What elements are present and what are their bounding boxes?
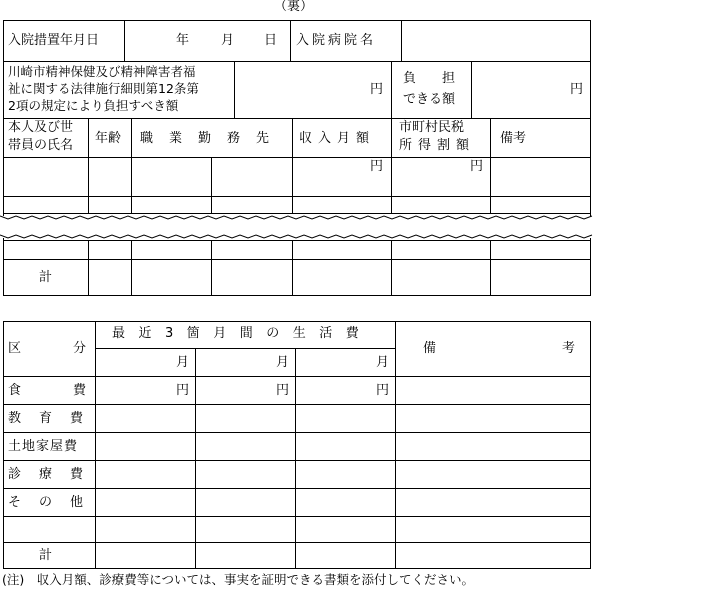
row-label-medical: 診療費 bbox=[8, 467, 102, 482]
row-label-other: その他 bbox=[8, 495, 102, 510]
admission-date-label: 入院措置年月日 bbox=[8, 33, 100, 48]
month-label-3: 月 bbox=[376, 355, 390, 370]
page-title: （裏） bbox=[274, 0, 314, 14]
footnote: (注) 収入月額、診療費等については、事実を証明できる書類を添付してください。 bbox=[2, 572, 475, 587]
table-break-wave bbox=[0, 212, 592, 244]
col-header-remarks: 備考 bbox=[500, 131, 527, 146]
income-yen-unit: 円 bbox=[370, 159, 384, 174]
table1-total-label: 計 bbox=[39, 270, 53, 285]
food-yen-1: 円 bbox=[176, 383, 190, 398]
year-label: 年 bbox=[176, 33, 190, 48]
remarks-header: 備考 bbox=[423, 341, 701, 356]
col-header-age: 年齢 bbox=[95, 131, 122, 146]
row-label-housing: 土地家屋費 bbox=[8, 439, 79, 454]
col-header-employer: 職業勤務先 bbox=[140, 131, 286, 146]
table2-total-label: 計 bbox=[39, 548, 53, 563]
hospital-label: 入院病院名 bbox=[296, 33, 377, 48]
tax-yen-unit: 円 bbox=[470, 159, 484, 174]
category-header: 区分 bbox=[8, 341, 139, 356]
food-yen-2: 円 bbox=[276, 383, 290, 398]
col-header-income: 収入月額 bbox=[299, 131, 376, 146]
living-costs-header: 最近3箇月間の生活費 bbox=[112, 326, 373, 341]
row-label-food: 食費 bbox=[8, 383, 139, 398]
row-label-education: 教育費 bbox=[8, 411, 102, 426]
day-label: 日 bbox=[264, 33, 278, 48]
capacity-yen-unit: 円 bbox=[570, 82, 584, 97]
food-yen-3: 円 bbox=[376, 383, 390, 398]
burden-yen-unit: 円 bbox=[370, 82, 384, 97]
month-label-2: 月 bbox=[276, 355, 290, 370]
month-label-1: 月 bbox=[176, 355, 190, 370]
month-label: 月 bbox=[221, 33, 235, 48]
